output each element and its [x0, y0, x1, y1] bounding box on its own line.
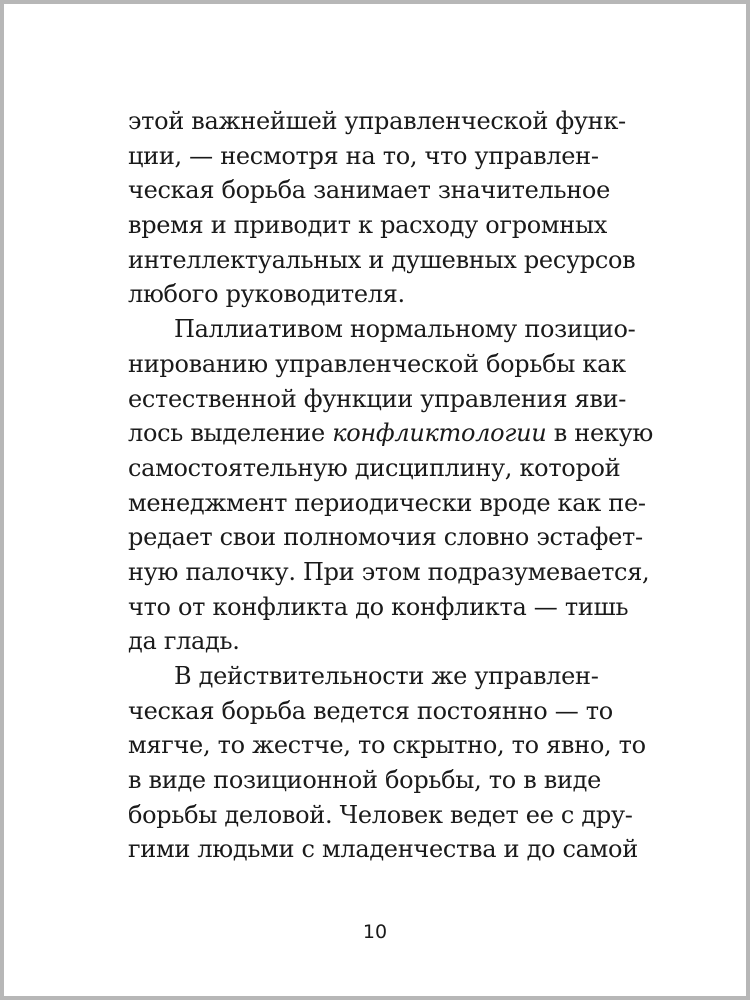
text-line: этой важнейшей управленческой функ-: [128, 107, 626, 135]
text-line: редает свои полномочия словно эстафет-: [128, 523, 643, 552]
text-line-with-italic: [128, 416, 654, 451]
text-line: да гладь.: [128, 627, 240, 656]
paragraph-start-line: В действительности же управлен-: [174, 662, 599, 690]
text-line: самостоятельную дисциплину, которой: [128, 453, 621, 482]
text-line: мягче, то жестче, то скрытно, то явно, то: [128, 731, 646, 760]
text-line: ческая борьба ведется постоянно — то: [128, 696, 613, 725]
text-segment: лось выделение: [128, 419, 333, 448]
text-segment: в некую: [546, 419, 654, 448]
paragraph-start-line: Паллиативом нормальному позицио-: [174, 315, 636, 344]
page-number: 10: [362, 921, 388, 943]
text-line: борьбы деловой. Человек ведет ее с дру-: [128, 800, 633, 829]
text-line: интеллектуальных и душевных ресурсов: [128, 245, 636, 274]
text-line: ную палочку. При этом подразумевается,: [128, 557, 650, 586]
text-line: гими людьми с младенчества и до самой: [128, 835, 638, 864]
italic-term: конфликтологии: [332, 419, 547, 448]
text-line: ческая борьба занимает значительное: [128, 176, 610, 205]
text-line: в виде позиционной борьбы, то в виде: [128, 766, 602, 795]
book-page: [4, 4, 746, 996]
text-line: нированию управленческой борьбы как: [128, 349, 626, 378]
text-line: время и приводит к расходу огромных: [128, 211, 608, 240]
text-line: любого руководителя.: [128, 280, 405, 309]
text-line: что от конфликта до конфликта — тишь: [128, 592, 629, 621]
text-line: естественной функции управления яви-: [128, 384, 627, 413]
body-text: [128, 104, 654, 867]
text-line: менеджмент периодически вроде как пе-: [128, 488, 646, 517]
text-line: ции, — несмотря на то, что управлен-: [128, 141, 599, 170]
